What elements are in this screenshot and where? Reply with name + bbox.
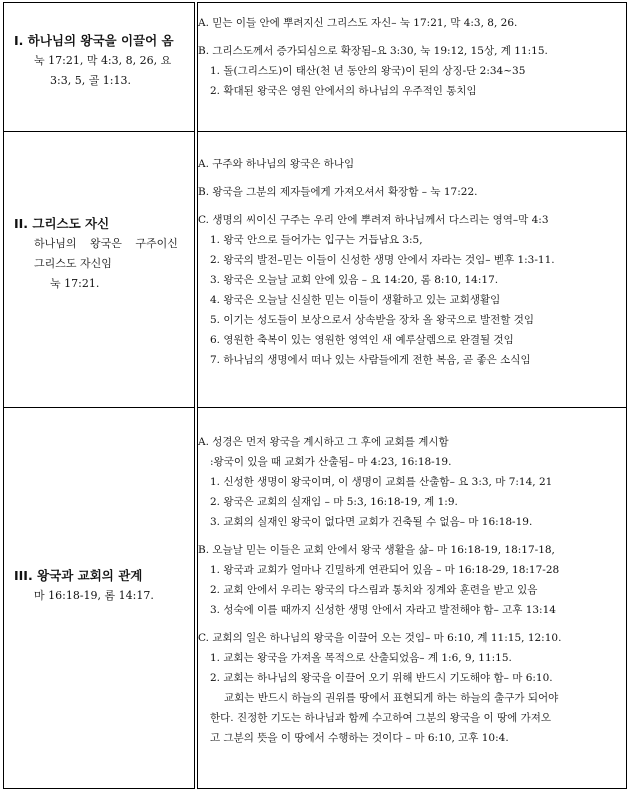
section-row [4,408,627,789]
outline-subpoint: 1. 돌(그리스도)이 태산(천 년 동안의 왕국)이 된의 상징-단 2:34~35 [210,65,526,77]
section-content-cell [196,132,627,408]
outline-paragraph-line: 고 그분의 뜻을 이 땅에서 수행하는 것이다 – 마 6:10, 고후 10:4. [210,732,509,744]
outline-subpoint: 5. 이기는 성도들이 보상으로서 상속받을 장차 올 왕국으로 발전할 것임 [210,314,535,326]
outline-subpoint: 1. 왕국과 교회가 얼마나 긴밀하게 연관되어 있음 – 마 16:18-29, 18:17-28 [210,564,560,576]
outline-subpoint: 7. 하나님의 생명에서 떠나 있는 사람들에게 전한 복음, 곧 좋은 소식임 [210,354,531,366]
outline-table [3,2,627,789]
outline-note: :왕국이 있을 때 교회가 산출됨– 마 4:23, 16:18-19. [210,456,452,468]
outline-subpoint: 2. 왕국은 교회의 실재임 – 마 5:3, 16:18-19, 계 1:9. [210,496,458,508]
outline-point: B. 그리스도께서 증가되심으로 확장됨–요 3:30, 눅 19:12, 15상, 계 11:15. [198,45,548,57]
outline-subpoint: 3. 교회의 실재인 왕국이 없다면 교회가 건축될 수 없음– 마 16:18-19. [210,516,533,528]
outline-subpoint: 6. 영원한 축복이 있는 영원한 영역인 새 예루살렘으로 완결될 것임 [210,334,514,346]
reference-line: 마 16:18-19, 롬 14:17. [34,589,154,602]
reference-line: 눅 17:21. [50,277,100,290]
section-description: 하나님의 왕국은 구주이신 [34,237,178,250]
section-heading-cell [4,3,197,132]
outline-subpoint: 2. 교회는 하나님의 왕국을 이끌어 오기 위해 반드시 기도해야 함– 마 6:10. [210,672,553,684]
outline-subpoint: 2. 확대된 왕국은 영원 안에서의 하나님의 우주적인 통치임 [210,85,477,97]
section-row [4,3,627,132]
outline-subpoint: 3. 성숙에 이를 때까지 신성한 생명 안에서 자라고 발전해야 함– 고후 13:14 [210,604,556,616]
section-heading: II. 그리스도 자신 [14,216,110,231]
outline-point: B. 왕국을 그분의 제자들에게 가져오셔서 확장함 – 눅 17:22. [198,186,478,198]
outline-point: A. 믿는 이들 안에 뿌려지신 그리스도 자신– 눅 17:21, 막 4:3, 8, 26. [198,17,518,29]
outline-subpoint: 3. 왕국은 오늘날 교회 안에 있음 – 요 14:20, 롬 8:10, 14:17. [210,274,499,286]
reference-line: 눅 17:21, 막 4:3, 8, 26, 요 [34,54,172,67]
section-row [4,132,627,408]
section-description: 그리스도 자신임 [34,257,112,270]
outline-paragraph-line: 교회는 반드시 하늘의 권위를 땅에서 표현되게 하는 하늘의 출구가 되어야 [224,692,559,704]
reference-line: 3:3, 5, 골 1:13. [50,74,132,87]
section-heading-cell [4,132,197,408]
section-heading: III. 왕국과 교회의 관계 [14,568,143,583]
section-content-cell [196,3,627,132]
outline-point: A. 성경은 먼저 왕국을 계시하고 그 후에 교회를 계시함 [198,436,449,448]
section-content-cell [196,408,627,789]
outline-point: A. 구주와 하나님의 왕국은 하나임 [198,158,355,170]
outline-subpoint: 2. 왕국의 발전–믿는 이들이 신성한 생명 안에서 자라는 것임– 벧후 1:3-11. [210,254,555,266]
section-heading-cell [4,408,197,789]
outline-point: C. 생명의 씨이신 구주는 우리 안에 뿌려져 하나님께서 다스리는 영역–막 4:3 [198,214,549,226]
outline-subpoint: 1. 교회는 왕국을 가져올 목적으로 산출되었음– 계 1:6, 9, 11:15. [210,652,512,664]
outline-subpoint: 2. 교회 안에서 우리는 왕국의 다스림과 통치와 징계와 훈련을 받고 있음 [210,584,538,596]
outline-paragraph-line: 한다. 진정한 기도는 하나님과 함께 수고하여 그분의 왕국을 이 땅에 가져오 [210,712,552,724]
outline-subpoint: 1. 신성한 생명이 왕국이며, 이 생명이 교회를 산출함– 요 3:3, 마 7:14, 21 [210,476,553,488]
outline-subpoint: 4. 왕국은 오늘날 신실한 믿는 이들이 생활하고 있는 교회생활임 [210,294,501,306]
outline-point: C. 교회의 일은 하나님의 왕국을 이끌어 오는 것임– 마 6:10, 계 11:15, 12:10. [198,632,562,644]
outline-subpoint: 1. 왕국 안으로 들어가는 입구는 거듭남요 3:5, [210,234,423,246]
outline-point: B. 오늘날 믿는 이들은 교회 안에서 왕국 생활을 삶– 마 16:18-19, 18:17-18, [198,544,555,556]
section-heading: I. 하나님의 왕국을 이끌어 옴 [14,33,174,48]
